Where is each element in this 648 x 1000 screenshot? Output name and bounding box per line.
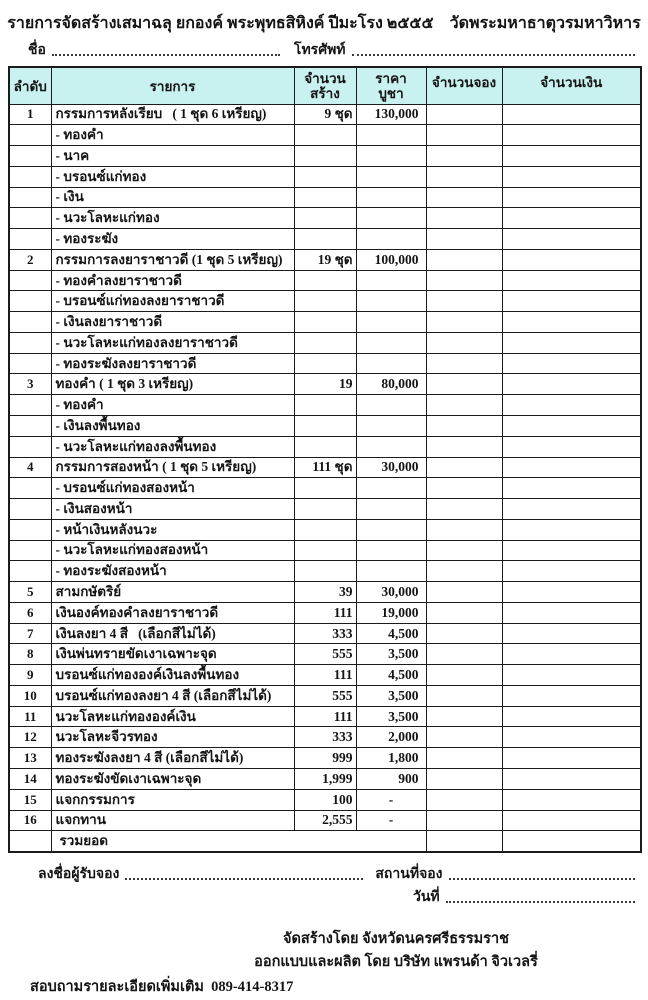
qty-cell: 2,555 bbox=[294, 810, 356, 831]
table-row bbox=[9, 187, 641, 208]
item-cell: - เงินลงพื้นทอง bbox=[51, 415, 294, 436]
price-cell bbox=[356, 561, 426, 582]
amount-cell bbox=[502, 395, 641, 416]
amount-cell bbox=[502, 332, 641, 353]
amount-cell bbox=[502, 312, 641, 333]
row-number-cell bbox=[9, 166, 51, 187]
price-cell: 2,000 bbox=[356, 727, 426, 748]
amount-cell bbox=[502, 665, 641, 686]
amount-cell bbox=[502, 457, 641, 478]
item-cell: บรอนซ์แก่ทองลงยา 4 สี (เลือกสีไม่ได้) bbox=[51, 685, 294, 706]
price-cell bbox=[356, 146, 426, 167]
table-row bbox=[9, 519, 641, 540]
amount-cell bbox=[502, 374, 641, 395]
row-number-cell bbox=[9, 353, 51, 374]
header-no: ลำดับ bbox=[9, 67, 51, 104]
sign-label: ลงชื่อผู้รับจอง bbox=[38, 867, 120, 882]
qty-cell: 111 bbox=[294, 665, 356, 686]
header-price bbox=[356, 67, 426, 104]
qty-cell bbox=[294, 395, 356, 416]
item-cell: นวะโลหะแก่ทององค์เงิน bbox=[51, 706, 294, 727]
row-number-cell bbox=[9, 229, 51, 250]
item-cell: ทองคำ ( 1 ชุด 3 เหรียญ) bbox=[51, 374, 294, 395]
designed-by-text: ออกแบบและผลิต โดย บริษัท แพรนด้า จิวเวลรี่ bbox=[254, 954, 538, 970]
row-number-cell bbox=[9, 831, 51, 852]
table-row bbox=[9, 166, 641, 187]
item-cell: - นวะโลหะแก่ทองลงพื้นทอง bbox=[51, 436, 294, 457]
price-cell bbox=[356, 187, 426, 208]
qty-cell bbox=[294, 146, 356, 167]
table-row bbox=[9, 478, 641, 499]
item-cell: - ทองคำลงยาราชาวดี bbox=[51, 270, 294, 291]
item-cell: - ทองคำ bbox=[51, 395, 294, 416]
amount-cell bbox=[502, 291, 641, 312]
price-cell bbox=[356, 166, 426, 187]
row-number-cell: 9 bbox=[9, 665, 51, 686]
price-cell bbox=[356, 332, 426, 353]
qty-cell bbox=[294, 208, 356, 229]
qty-cell bbox=[294, 291, 356, 312]
reserve-cell bbox=[426, 166, 502, 187]
qty-cell bbox=[294, 187, 356, 208]
amount-cell bbox=[502, 415, 641, 436]
reserve-cell bbox=[426, 540, 502, 561]
item-cell: เงินลงยา 4 สี (เลือกสีไม่ได้) bbox=[51, 623, 294, 644]
item-cell: - บรอนซ์แก่ทองลงยาราชาวดี bbox=[51, 291, 294, 312]
price-cell: 1,800 bbox=[356, 748, 426, 769]
reserve-cell bbox=[426, 436, 502, 457]
amount-cell bbox=[502, 353, 641, 374]
qty-cell: 111 ชุด bbox=[294, 457, 356, 478]
date-line bbox=[413, 889, 635, 906]
header-row bbox=[9, 67, 641, 104]
table-row bbox=[9, 602, 641, 623]
reserve-cell bbox=[426, 499, 502, 520]
date-label: วันที่ bbox=[413, 890, 440, 905]
qty-cell: 9 ชุด bbox=[294, 104, 356, 125]
phone-blank bbox=[352, 44, 635, 56]
reserve-cell bbox=[426, 582, 502, 603]
price-cell: 130,000 bbox=[356, 104, 426, 125]
item-cell: - เงินสองหน้า bbox=[51, 499, 294, 520]
amount-cell bbox=[502, 831, 641, 852]
row-number-cell bbox=[9, 291, 51, 312]
reserve-cell bbox=[426, 104, 502, 125]
qty-cell bbox=[294, 478, 356, 499]
row-number-cell: 10 bbox=[9, 685, 51, 706]
item-cell: เงินพ่นทรายขัดเงาเฉพาะจุด bbox=[51, 644, 294, 665]
amount-cell bbox=[502, 104, 641, 125]
qty-cell bbox=[294, 519, 356, 540]
qty-cell: 555 bbox=[294, 685, 356, 706]
price-cell: 4,500 bbox=[356, 665, 426, 686]
row-number-cell: 14 bbox=[9, 769, 51, 790]
table-row bbox=[9, 312, 641, 333]
reserve-cell bbox=[426, 831, 502, 852]
reserve-cell bbox=[426, 270, 502, 291]
qty-cell bbox=[294, 540, 356, 561]
qty-cell bbox=[294, 436, 356, 457]
amount-cell bbox=[502, 706, 641, 727]
qty-cell bbox=[294, 332, 356, 353]
table-row bbox=[9, 395, 641, 416]
price-cell: - bbox=[356, 810, 426, 831]
table-row bbox=[9, 291, 641, 312]
qty-cell: 39 bbox=[294, 582, 356, 603]
row-number-cell: 12 bbox=[9, 727, 51, 748]
row-number-cell bbox=[9, 187, 51, 208]
price-cell bbox=[356, 478, 426, 499]
price-cell bbox=[356, 415, 426, 436]
item-cell: แจกกรรมการ bbox=[51, 789, 294, 810]
reserve-cell bbox=[426, 208, 502, 229]
table-row bbox=[9, 789, 641, 810]
amount-cell bbox=[502, 187, 641, 208]
table-row bbox=[9, 499, 641, 520]
page-title: รายการจัดสร้างเสมาฉลุ ยกองค์ พระพุทธสิหิงค์ ปีมะโรง ๒๕๕๕ วัดพระมหาธาตุวรมหาวิหาร bbox=[7, 15, 641, 32]
qty-cell bbox=[294, 415, 356, 436]
row-number-cell: 3 bbox=[9, 374, 51, 395]
qty-cell: 999 bbox=[294, 748, 356, 769]
row-number-cell: 2 bbox=[9, 249, 51, 270]
table-row bbox=[9, 374, 641, 395]
table-row bbox=[9, 208, 641, 229]
row-number-cell bbox=[9, 478, 51, 499]
qty-cell: 111 bbox=[294, 706, 356, 727]
price-cell bbox=[356, 540, 426, 561]
row-number-cell bbox=[9, 146, 51, 167]
row-number-cell: 4 bbox=[9, 457, 51, 478]
row-number-cell: 15 bbox=[9, 789, 51, 810]
table-row bbox=[9, 457, 641, 478]
table-row bbox=[9, 561, 641, 582]
amount-cell bbox=[502, 208, 641, 229]
table-row bbox=[9, 582, 641, 603]
item-cell: - นวะโลหะแก่ทองสองหน้า bbox=[51, 540, 294, 561]
reserve-cell bbox=[426, 415, 502, 436]
table-row bbox=[9, 831, 641, 852]
price-cell: 3,500 bbox=[356, 644, 426, 665]
qty-cell: 555 bbox=[294, 644, 356, 665]
price-cell: 900 bbox=[356, 769, 426, 790]
row-number-cell bbox=[9, 561, 51, 582]
price-cell: 4,500 bbox=[356, 623, 426, 644]
row-number-cell bbox=[9, 519, 51, 540]
amount-cell bbox=[502, 727, 641, 748]
table-row bbox=[9, 104, 641, 125]
price-cell: 3,500 bbox=[356, 685, 426, 706]
price-cell bbox=[356, 208, 426, 229]
header-amount: จำนวนเงิน bbox=[502, 67, 641, 104]
sign-place-line bbox=[38, 866, 635, 883]
reserve-cell bbox=[426, 810, 502, 831]
price-cell: 80,000 bbox=[356, 374, 426, 395]
header-price-line1: ราคา bbox=[375, 70, 407, 86]
price-cell bbox=[356, 270, 426, 291]
price-cell bbox=[356, 436, 426, 457]
item-cell: - ทองคำ bbox=[51, 125, 294, 146]
qty-cell bbox=[294, 270, 356, 291]
reserve-cell bbox=[426, 623, 502, 644]
reserve-cell bbox=[426, 291, 502, 312]
item-cell: - ทองระฆังสองหน้า bbox=[51, 561, 294, 582]
qty-cell: 100 bbox=[294, 789, 356, 810]
reserve-cell bbox=[426, 395, 502, 416]
item-cell: กรรมการลงยาราชาวดี (1 ชุด 5 เหรียญ) bbox=[51, 249, 294, 270]
qty-cell bbox=[294, 312, 356, 333]
qty-cell bbox=[294, 229, 356, 250]
reserve-cell bbox=[426, 769, 502, 790]
amount-cell bbox=[502, 166, 641, 187]
qty-cell bbox=[294, 353, 356, 374]
price-cell: 30,000 bbox=[356, 457, 426, 478]
item-cell: - นวะโลหะแก่ทองลงยาราชาวดี bbox=[51, 332, 294, 353]
table-row bbox=[9, 623, 641, 644]
header-reserve: จำนวนจอง bbox=[426, 67, 502, 104]
reserve-cell bbox=[426, 748, 502, 769]
item-cell: - นาค bbox=[51, 146, 294, 167]
made-by-text: จัดสร้างโดย จังหวัดนครศรีธรรมราช bbox=[283, 931, 509, 947]
item-cell: แจกทาน bbox=[51, 810, 294, 831]
row-number-cell: 16 bbox=[9, 810, 51, 831]
row-number-cell bbox=[9, 125, 51, 146]
header-qty bbox=[294, 67, 356, 104]
reserve-cell bbox=[426, 457, 502, 478]
table-row bbox=[9, 665, 641, 686]
amount-cell bbox=[502, 540, 641, 561]
item-cell: - เงิน bbox=[51, 187, 294, 208]
item-cell: กรรมการหลังเรียบ ( 1 ชุด 6 เหรียญ) bbox=[51, 104, 294, 125]
price-cell: 100,000 bbox=[356, 249, 426, 270]
price-cell bbox=[356, 499, 426, 520]
name-blank bbox=[52, 44, 280, 56]
amount-cell bbox=[502, 249, 641, 270]
row-number-cell: 1 bbox=[9, 104, 51, 125]
row-number-cell bbox=[9, 332, 51, 353]
reserve-cell bbox=[426, 561, 502, 582]
row-number-cell: 7 bbox=[9, 623, 51, 644]
price-cell: - bbox=[356, 789, 426, 810]
price-cell bbox=[356, 312, 426, 333]
table-row bbox=[9, 249, 641, 270]
row-number-cell bbox=[9, 395, 51, 416]
reserve-cell bbox=[426, 374, 502, 395]
phone-label: โทรศัพท์ bbox=[293, 43, 346, 58]
total-label-cell: รวมยอด bbox=[51, 831, 426, 852]
price-cell bbox=[356, 395, 426, 416]
reserve-cell bbox=[426, 602, 502, 623]
place-blank bbox=[449, 868, 635, 880]
row-number-cell bbox=[9, 415, 51, 436]
reserve-cell bbox=[426, 229, 502, 250]
reserve-cell bbox=[426, 789, 502, 810]
price-cell: 19,000 bbox=[356, 602, 426, 623]
table-row bbox=[9, 270, 641, 291]
row-number-cell: 11 bbox=[9, 706, 51, 727]
row-number-cell: 6 bbox=[9, 602, 51, 623]
table-row bbox=[9, 415, 641, 436]
item-cell: - บรอนซ์แก่ทองสองหน้า bbox=[51, 478, 294, 499]
table-row bbox=[9, 540, 641, 561]
amount-cell bbox=[502, 436, 641, 457]
row-number-cell bbox=[9, 270, 51, 291]
table-row bbox=[9, 727, 641, 748]
amount-cell bbox=[502, 229, 641, 250]
header-item: รายการ bbox=[51, 67, 294, 104]
reserve-cell bbox=[426, 706, 502, 727]
amount-cell bbox=[502, 789, 641, 810]
amount-cell bbox=[502, 769, 641, 790]
reserve-cell bbox=[426, 685, 502, 706]
table-row bbox=[9, 706, 641, 727]
price-cell bbox=[356, 519, 426, 540]
price-cell bbox=[356, 229, 426, 250]
item-cell: บรอนซ์แก่ทององค์เงินลงพื้นทอง bbox=[51, 665, 294, 686]
reserve-cell bbox=[426, 478, 502, 499]
amount-cell bbox=[502, 623, 641, 644]
amount-cell bbox=[502, 685, 641, 706]
amount-cell bbox=[502, 644, 641, 665]
reserve-cell bbox=[426, 249, 502, 270]
amount-cell bbox=[502, 748, 641, 769]
qty-cell: 333 bbox=[294, 727, 356, 748]
item-cell: กรรมการสองหน้า ( 1 ชุด 5 เหรียญ) bbox=[51, 457, 294, 478]
qty-cell: 111 bbox=[294, 602, 356, 623]
amount-cell bbox=[502, 270, 641, 291]
price-cell bbox=[356, 291, 426, 312]
amount-cell bbox=[502, 602, 641, 623]
reserve-cell bbox=[426, 312, 502, 333]
item-cell: - ทองระฆัง bbox=[51, 229, 294, 250]
row-number-cell bbox=[9, 540, 51, 561]
qty-cell: 333 bbox=[294, 623, 356, 644]
table-row bbox=[9, 748, 641, 769]
reserve-cell bbox=[426, 727, 502, 748]
amount-cell bbox=[502, 478, 641, 499]
price-cell: 3,500 bbox=[356, 706, 426, 727]
table-row bbox=[9, 644, 641, 665]
place-label: สถานที่จอง bbox=[375, 867, 443, 882]
item-cell: - หน้าเงินหลังนวะ bbox=[51, 519, 294, 540]
amount-cell bbox=[502, 125, 641, 146]
reserve-cell bbox=[426, 332, 502, 353]
item-cell: - ทองระฆังลงยาราชาวดี bbox=[51, 353, 294, 374]
table-row bbox=[9, 769, 641, 790]
amount-cell bbox=[502, 499, 641, 520]
reserve-cell bbox=[426, 665, 502, 686]
item-cell: - นวะโลหะแก่ทอง bbox=[51, 208, 294, 229]
sign-blank bbox=[125, 868, 363, 880]
qty-cell: 19 bbox=[294, 374, 356, 395]
table-row bbox=[9, 353, 641, 374]
reserve-cell bbox=[426, 519, 502, 540]
item-cell: นวะโลหะจีวรทอง bbox=[51, 727, 294, 748]
reserve-cell bbox=[426, 353, 502, 374]
reserve-cell bbox=[426, 125, 502, 146]
amount-cell bbox=[502, 810, 641, 831]
item-cell: เงินองค์ทองคำลงยาราชาวดี bbox=[51, 602, 294, 623]
item-cell: สามกษัตริย์ bbox=[51, 582, 294, 603]
qty-cell: 1,999 bbox=[294, 769, 356, 790]
price-cell bbox=[356, 125, 426, 146]
row-number-cell bbox=[9, 312, 51, 333]
qty-cell bbox=[294, 499, 356, 520]
header-qty-line2: สร้าง bbox=[310, 85, 340, 101]
row-number-cell bbox=[9, 436, 51, 457]
amount-cell bbox=[502, 561, 641, 582]
table-row bbox=[9, 332, 641, 353]
qty-cell bbox=[294, 561, 356, 582]
table-row bbox=[9, 125, 641, 146]
amount-cell bbox=[502, 146, 641, 167]
amount-cell bbox=[502, 519, 641, 540]
qty-cell: 19 ชุด bbox=[294, 249, 356, 270]
reserve-cell bbox=[426, 146, 502, 167]
qty-cell bbox=[294, 166, 356, 187]
header-price-line2: บูชา bbox=[378, 85, 404, 101]
name-label: ชื่อ bbox=[28, 43, 46, 58]
amount-cell bbox=[502, 582, 641, 603]
table-row bbox=[9, 146, 641, 167]
date-blank bbox=[446, 891, 635, 903]
table-row bbox=[9, 685, 641, 706]
item-cell: - บรอนซ์แก่ทอง bbox=[51, 166, 294, 187]
item-cell: ทองระฆังลงยา 4 สี (เลือกสีไม่ได้) bbox=[51, 748, 294, 769]
qty-cell bbox=[294, 125, 356, 146]
name-phone-line bbox=[28, 42, 635, 59]
header-qty-line1: จำนวน bbox=[304, 70, 346, 86]
row-number-cell: 5 bbox=[9, 582, 51, 603]
contact-text: สอบถามรายละเอียดเพิ่มเติม 089-414-8317 bbox=[30, 979, 294, 995]
item-cell: ทองระฆังขัดเงาเฉพาะจุด bbox=[51, 769, 294, 790]
row-number-cell: 13 bbox=[9, 748, 51, 769]
row-number-cell bbox=[9, 499, 51, 520]
table-header bbox=[9, 67, 641, 104]
table-row bbox=[9, 436, 641, 457]
table-row bbox=[9, 810, 641, 831]
order-table-body bbox=[9, 104, 641, 852]
row-number-cell: 8 bbox=[9, 644, 51, 665]
price-cell: 30,000 bbox=[356, 582, 426, 603]
reserve-cell bbox=[426, 644, 502, 665]
order-table bbox=[8, 66, 642, 853]
item-cell: - เงินลงยาราชาวดี bbox=[51, 312, 294, 333]
reserve-cell bbox=[426, 187, 502, 208]
table-row bbox=[9, 229, 641, 250]
row-number-cell bbox=[9, 208, 51, 229]
price-cell bbox=[356, 353, 426, 374]
